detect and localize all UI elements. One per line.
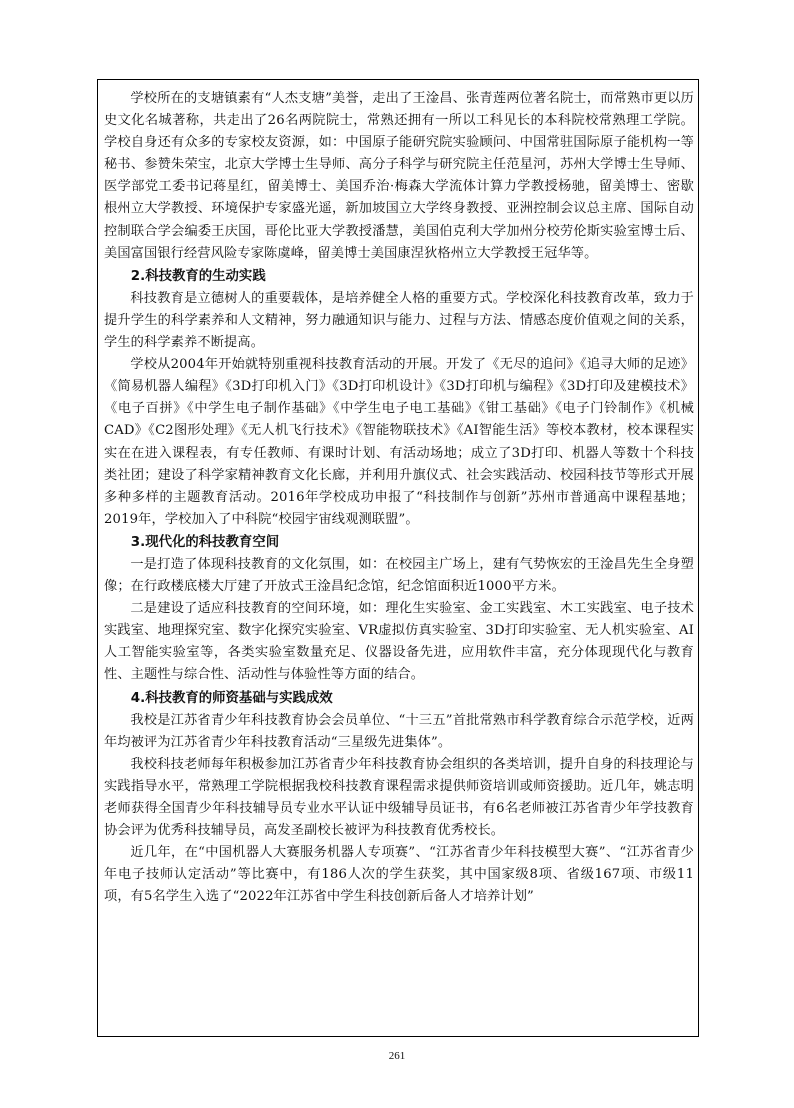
paragraph-cultural-atmosphere: 一是打造了体现科技教育的文化氛围，如：在校园主广场上，建有气势恢宏的王淦昌先生全身塑像；在行政楼底楼大厅建了开放式王淦昌纪念馆，纪念馆面积近1000平方米。 [104, 556, 694, 595]
paragraph-education-reform: 科技教育是立德树人的重要载体，是培养健全人格的重要方式。学校深化科技教育改革，致力于提升学生的科学素养和人文精神，努力融通知识与能力、过程与方法、情感态度价值观之间的关系，学生的科学素养不断提高。 [104, 290, 694, 351]
page-number: 261 [388, 1050, 406, 1062]
document-body [104, 88, 694, 908]
section-heading-practice: 2.科技教育的生动实践 [130, 268, 266, 284]
paragraph-curriculum-development: 学校从2004年开始就特别重视科技教育活动的开展。开发了《无尽的追问》《追寻大师的足迹》《简易机器人编程》《3D打印机入门》《3D打印机设计》《3D打印机与编程》《3D打印及建模技术》《电子百拼》《中学生电子制作基础》《中学生电子电工基础》《钳工基础》《电子门铃制作》《机械CAD》《C2图形处理》《无人机飞行技术》《智能物联技术》《AI智能生活》等校本教材，校本课程实实在在进入课程表，有专任教师、有课时计划、有活动场地；成立了3D打印、机器人等数十个科技类社团；建设了科学家精神教育文化长廊，并利用升旗仪式、社会实践活动、校园科技节等形式开展多种多样的主题教育活动。2016年学校成功申报了“科技制作与创新”苏州市普通高中课程基地；2019年，学校加入了中科院“校园宇宙线观测联盟”。 [104, 357, 694, 527]
paragraph-teacher-training: 我校科技老师每年积极参加江苏省青少年科技教育协会组织的各类培训，提升自身的科技理论与实践指导水平，常熟理工学院根据我校科技教育课程需求提供师资培训或师资援助。近几年，姚志明老师获得全国青少年科技辅导员专业水平认证中级辅导员证书，有6名老师被江苏省青少年学技教育协会评为优秀科技辅导员，高发圣副校长被评为科技教育优秀校长。 [104, 756, 694, 839]
paragraph-competition-awards: 近几年，在“中国机器人大赛服务机器人专项赛”、“江苏省青少年科技模型大赛”、“江苏省青少年电子技师认定活动”等比赛中，有186人次的学生获奖，其中国家级8项、省级167项、市级11项，有5名学生入选了“2022年江苏省中学生科技创新后备人才培养计划” [104, 845, 694, 905]
paragraph-lab-environment: 二是建设了适应科技教育的空间环境，如：理化生实验室、金工实践室、木工实践室、电子技术实践室、地理探究室、数字化探究实验室、VR虚拟仿真实验室、3D打印实验室、无人机实验室、AI人工智能实验室等，各类实验室数量充足、仪器设备先进，应用软件丰富，充分体现现代化与教育性、主题性与综合性、活动性与体验性等方面的结合。 [104, 601, 694, 683]
section-heading-teachers: 4.科技教育的师资基础与实践成效 [130, 690, 333, 706]
paragraph-alumni-resources: 学校所在的支塘镇素有“人杰支塘”美誉，走出了王淦昌、张青莲两位著名院士，而常熟市更以历史文化名城著称，共走出了26名两院院士，常熟还拥有一所以工科见长的本科院校常熟理工学院。学校自身还有众多的专家校友资源，如：中国原子能研究院实验顾问、中国常驻国际原子能机构一等秘书、参赞朱荣宝，北京大学博士生导师、高分子科学与研究院主任范星河，苏州大学博士生导师、医学部党工委书记蒋星红，留美博士、美国乔治·梅森大学流体计算力学教授杨驰，留美博士、密歇根州立大学教授、环境保护专家盛光遥，新加坡国立大学终身教授、亚洲控制会议总主席、国际自动控制联合学会编委王庆国，哥伦比亚大学教授潘慧，美国伯克利大学加州分校劳伦斯实验室博士后、美国富国银行经营风险专家陈虞峰，留美博士美国康涅狄格州立大学教授王冠华等。 [104, 91, 694, 261]
section-heading-space: 3.现代化的科技教育空间 [130, 534, 280, 550]
paragraph-association-membership: 我校是江苏省青少年科技教育协会会员单位、“十三五”首批常熟市科学教育综合示范学校，近两年均被评为江苏省青少年科技教育活动“三星级先进集体”。 [104, 712, 694, 750]
